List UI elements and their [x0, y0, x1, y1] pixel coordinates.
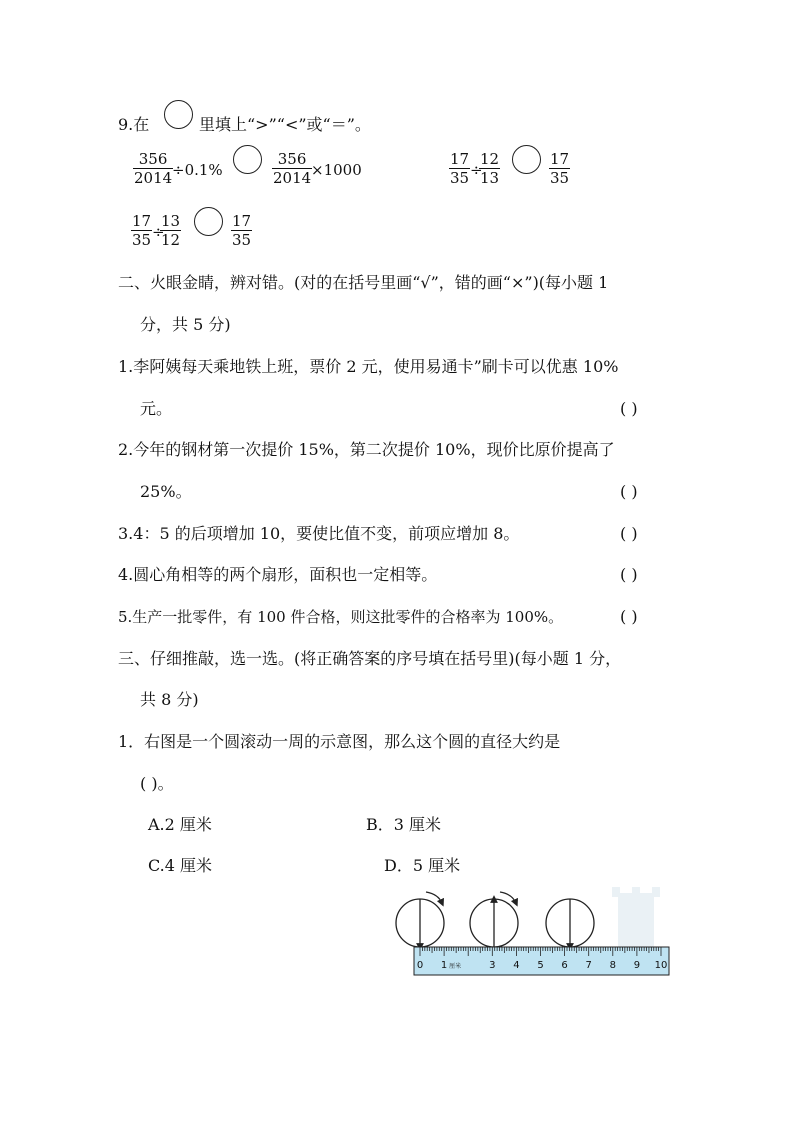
- compare-circle-2[interactable]: [512, 145, 541, 174]
- operator: ×1000: [311, 161, 362, 179]
- section2-title: 二、火眼金睛，辨对错。(对的在括号里画“√”，错的画“×”)(每小题 1: [118, 273, 609, 292]
- q9-suffix: 里填上“>”“<”或“＝”。: [199, 115, 371, 134]
- ruler-label: 10: [654, 960, 668, 971]
- circle-position-2: [470, 892, 518, 947]
- ruler-label: 1: [440, 960, 448, 971]
- option-a[interactable]: A.2 厘米: [148, 815, 212, 834]
- fraction: $\frac{356}{2014}$: [134, 150, 173, 187]
- fraction: $\frac{17}{35}$: [132, 212, 152, 249]
- option-d[interactable]: D．5 厘米: [384, 856, 461, 875]
- section2-title-cont: 分，共 5 分): [140, 315, 231, 334]
- s3-q1-blank[interactable]: ( )。: [140, 774, 174, 793]
- fraction: $\frac{17}{35}$: [232, 212, 252, 249]
- ruler-label: 9: [633, 960, 641, 971]
- answer-blank-1[interactable]: ( ): [620, 399, 638, 418]
- section3-title-cont: 共 8 分): [140, 690, 199, 709]
- compare-circle-1[interactable]: [233, 145, 262, 174]
- s2-item-3: 3.4：5 的后项增加 10，要使比值不变，前项应增加 8。: [118, 524, 520, 543]
- circle-position-1: [396, 892, 444, 947]
- section3-title: 三、仔细推敲，选一选。(将正确答案的序号填在括号里)(每小题 1 分，: [118, 649, 622, 668]
- fraction: $\frac{12}{13}$: [480, 150, 500, 187]
- answer-blank-3[interactable]: ( ): [620, 524, 638, 543]
- s2-item-5: 5.生产一批零件，有 100 件合格，则这批零件的合格率为 100%。: [118, 608, 564, 626]
- answer-blank-5[interactable]: ( ): [620, 607, 638, 626]
- fraction: $\frac{13}{12}$: [161, 212, 181, 249]
- operator: ÷0.1%: [172, 161, 223, 179]
- fraction: $\frac{17}{35}$: [550, 150, 570, 187]
- ruler-label: 3: [489, 960, 496, 971]
- ruler-label: 6: [561, 960, 568, 971]
- ruler-label: 8: [609, 960, 616, 971]
- answer-blank-2[interactable]: ( ): [620, 482, 638, 501]
- ruler-label: 7: [585, 960, 592, 971]
- fraction: $\frac{17}{35}$: [450, 150, 470, 187]
- q9-prefix: 9.在: [118, 115, 150, 134]
- fraction: $\frac{356}{2014}$: [273, 150, 312, 187]
- s2-item-4: 4.圆心角相等的两个扇形，面积也一定相等。: [118, 565, 438, 584]
- ruler-label: 5: [537, 960, 544, 971]
- s2-item-1: 1.李阿姨每天乘地铁上班，票价 2 元，使用易通卡”刷卡可以优惠 10%: [118, 357, 619, 376]
- circle-position-3: [546, 899, 594, 947]
- q9-example-circle: [164, 100, 193, 129]
- operator: ÷: [152, 223, 165, 241]
- ruler-label: 4: [513, 960, 520, 971]
- option-c[interactable]: C.4 厘米: [148, 856, 213, 875]
- s2-item-2-cont: 25%。: [140, 482, 192, 501]
- rolling-circle-figure: [386, 885, 686, 980]
- ruler-label: 0: [416, 960, 424, 971]
- s3-q1-text: 1．右图是一个圆滚动一周的示意图，那么这个圆的直径大约是: [118, 732, 561, 751]
- s2-item-1-cont: 元。: [140, 399, 173, 418]
- answer-blank-4[interactable]: ( ): [620, 565, 638, 584]
- operator: ÷: [470, 161, 483, 179]
- ruler-unit-label: 厘米: [449, 963, 462, 970]
- option-b[interactable]: B．3 厘米: [366, 815, 442, 834]
- compare-circle-3[interactable]: [194, 207, 223, 236]
- s2-item-2: 2.今年的钢材第一次提价 15%，第二次提价 10%，现价比原价提高了: [118, 440, 615, 459]
